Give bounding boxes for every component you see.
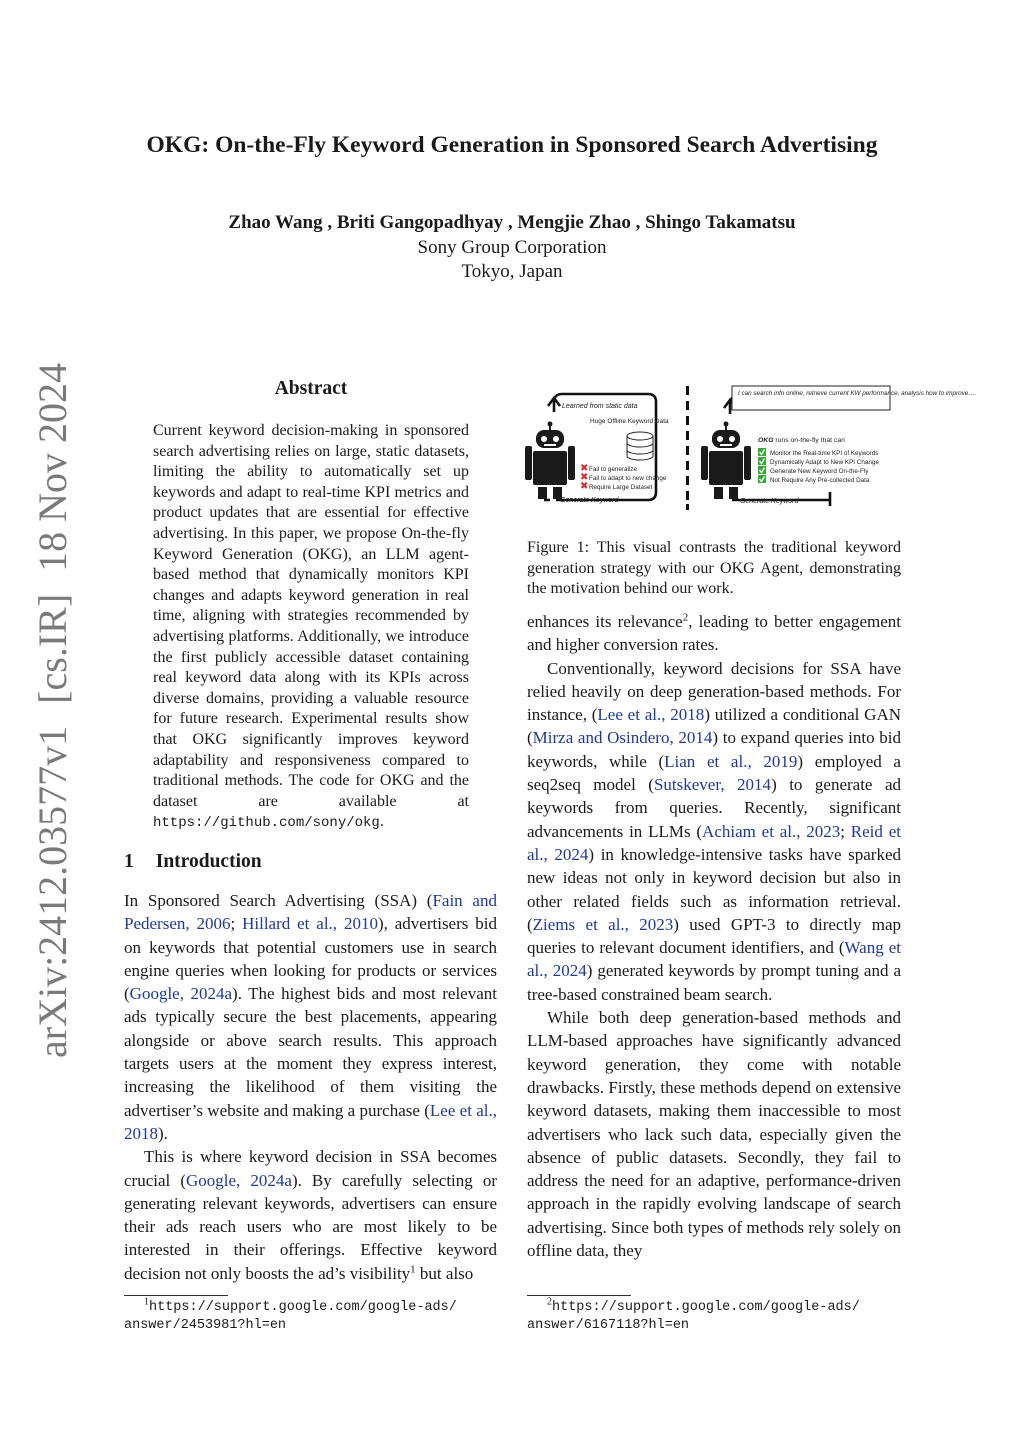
citation-link[interactable]: Sutskever, 2014 — [653, 775, 772, 795]
abstract-body: Current keyword decision-making in sponsored search advertising relies on large, static datasets, limiting the ability to automatically set up keywords and adapt to real-time KPI metrics and product updates that are essential for effective advertising. In this paper, we propose On-the-fly Keyword Generation (OKG), an LLM agent-based method that dynamically monitors KPI changes and adapts keyword generation in real time, aligning with strategies recommended by advertising platforms. Additionally, we introduce the first publicly accessible dataset containing real keyword data along with its KPIs across diverse domains, providing a valuable resource for future research. Experimental results show that OKG significantly improves keyword adaptability and responsiveness compared to traditional methods. The code for OKG and the dataset are available at https://github.com/sony/okg. — [153, 422, 469, 832]
affiliation: Sony Group Corporation — [417, 237, 607, 258]
footnote-rule — [527, 1295, 631, 1296]
right-column-text — [527, 610, 901, 1262]
svg-text:Require Large Dataset: Require Large Dataset — [589, 484, 653, 491]
database-icon — [627, 432, 653, 460]
abstract-text: Current keyword decision-making in sponsored search advertising relies on large, static datasets, limiting the ability to automatically set up keywords and adapt to real-time KPI metrics and product updates that are essential for effective advertising. In this paper, we propose On-the-fly Keyword Generation (OKG), an LLM agent-based method that dynamically monitors KPI changes and adapts keyword generation in real time, aligning with strategies recommended by advertising platforms. Additionally, we introduce the first publicly accessible dataset containing real keyword data along with its KPIs across diverse domains, providing a valuable resource for future research. Experimental results show that OKG significantly improves keyword adaptability and responsiveness compared to traditional methods. The code for OKG and the dataset are available at — [153, 422, 469, 810]
location: Tokyo, Japan — [461, 261, 563, 282]
paragraph: enhances its relevance$^2$, leading to better engagement and higher conversion rates. — [527, 611, 901, 655]
footnote-url[interactable]: https://support.google.com/google-ads/ — [552, 1300, 860, 1315]
svg-text:OKG runs on-the-fly that can: OKG runs on-the-fly that can — [758, 437, 845, 444]
citation-link[interactable]: Ziems et al., 2023 — [532, 914, 674, 934]
paragraph: In Sponsored Search Advertising (SSA) (Fain and Pedersen, 2006; Hillard et al., 2010), advertisers bid on keywords that potential customers use in search engine queries when looking for products or services (Google, 2024a). The highest bids and most relevant ads typically secure the best placements, appearing alongside or above search results. This approach targets users at the moment they express interest, increasing the likelihood of them visiting the advertiser’s website and making a purchase (Lee et al., 2018). — [124, 891, 498, 1143]
citation-link[interactable]: Lian et al., 2019 — [664, 751, 798, 771]
svg-text:Not Require Any Pre-collected: Not Require Any Pre-collected Data — [770, 477, 870, 484]
citation-link[interactable]: Google, 2024a — [129, 984, 233, 1004]
footnote-2: $^2$https://support.google.com/google-ads/ answer/6167118?hl=en — [527, 1296, 860, 1333]
citation-link[interactable]: Hillard et al., 2010 — [242, 914, 378, 934]
author-list: Zhao Wang , Briti Gangopadhyay , Mengjie Zhao , Shingo Takamatsu — [228, 212, 796, 233]
left-column-text — [124, 889, 497, 1285]
svg-text:Huge Offline Keyword Data: Huge Offline Keyword Data — [590, 418, 669, 425]
citation-link[interactable]: Mirza and Osindero, 2014 — [532, 728, 713, 748]
footnote-url[interactable]: answer/6167118?hl=en — [527, 1318, 690, 1333]
footnote-mark[interactable]: 1 — [410, 1263, 416, 1276]
speech-bubble-text: I can search info online, retrieve current KW performance, analysis how to improve…. — [738, 390, 977, 397]
arxiv-id: arXiv:2412.03577v1 — [29, 725, 75, 1058]
footnote-url[interactable]: https://support.google.com/google-ads/ — [149, 1300, 457, 1315]
svg-text:✖: ✖ — [580, 481, 589, 492]
footnote-rule — [124, 1295, 228, 1296]
svg-text:Learned from static data: Learned from static data — [562, 403, 638, 410]
svg-text:Generate Keyword: Generate Keyword — [560, 497, 619, 504]
section-title: Introduction — [155, 851, 262, 872]
svg-text:Generate Keyword: Generate Keyword — [740, 498, 799, 505]
svg-text:Monitor the Real-time KPI of K: Monitor the Real-time KPI of Keywords — [770, 450, 879, 457]
figure-1 — [520, 384, 977, 514]
citation-link[interactable]: Lee et al., 2018 — [124, 1100, 498, 1143]
citation-link[interactable]: Google, 2024a — [186, 1170, 292, 1190]
citation-link[interactable]: Wang et al., 2024 — [527, 938, 902, 981]
robot-icon — [525, 422, 575, 500]
code-link[interactable]: https://github.com/sony/okg — [153, 815, 380, 832]
robot-icon — [701, 422, 751, 500]
svg-text:I can search info online, retr — [738, 390, 976, 397]
arxiv-sidebar — [26, 362, 78, 1058]
svg-text:✖: ✖ — [580, 472, 589, 483]
section-number: 1 — [124, 851, 134, 872]
paper-title: OKG: On-the-Fly Keyword Generation in Sponsored Search Advertising — [146, 132, 878, 158]
svg-text:Dynamically Adapt to New KPI C: Dynamically Adapt to New KPI Change — [770, 459, 879, 466]
svg-text:✖: ✖ — [580, 463, 589, 474]
arxiv-date: 18 Nov 2024 — [29, 362, 75, 572]
abstract-heading: Abstract — [274, 378, 348, 399]
footnote-mark[interactable]: 2 — [682, 611, 689, 624]
footnote-1: $^1$https://support.google.com/google-ads/ answer/2453981?hl=en — [124, 1296, 457, 1333]
arxiv-category: [cs.IR] — [29, 593, 75, 704]
citation-link[interactable]: Lee et al., 2018 — [597, 705, 705, 725]
svg-text:Generate New Keyword On-the-Fl: Generate New Keyword On-the-Fly — [770, 468, 869, 475]
paragraph: While both deep generation-based methods and LLM-based approaches have significantly advanced keyword generation, they come with notable drawbacks. Firstly, these methods depend on extensive keyword datasets, making them inaccessible to most advertisers who lack such data, especially given the absence of public datasets. Secondly, they fail to address the need for an adaptive, performance-driven approach in the rapidly evolving landscape of search advertising. Since both types of methods rely solely on offline data, they — [527, 1008, 901, 1261]
footnote-url[interactable]: answer/2453981?hl=en — [124, 1318, 287, 1333]
citation-link[interactable]: Achiam et al., 2023 — [702, 821, 841, 841]
citation-link[interactable]: Reid et al., 2024 — [527, 821, 901, 864]
svg-text:Fail to adapt to new change: Fail to adapt to new change — [589, 475, 667, 482]
paragraph: Conventionally, keyword decisions for SSA have relied heavily on deep generation-based methods. For instance, (Lee et al., 2018) utilized a conditional GAN (Mirza and Osindero, 2014) to expand queries into bid keywords, while (Lian et al., 2019) employed a seq2seq model (Sutskever, 2014) to generate ad keywords from queries. Recently, significant advancements in LLMs (Achiam et al., 2023; Reid et al., 2024) in knowledge-intensive tasks have sparked new ideas not only in keyword decision but also in other related fields such as information retrieval. (Ziems et al., 2023) used GPT-3 to directly map queries to relevant document identifiers, and (Wang et al., 2024) generated keywords by prompt tuning and a tree-based constrained beam search. — [527, 658, 902, 1004]
citation-link[interactable]: Fain and Pedersen, 2006 — [124, 891, 497, 934]
figure-caption: Figure 1: This visual contrasts the traditional keyword generation strategy with our OKG Agent, demonstrating the motivation behind our work. — [527, 539, 901, 597]
svg-text:Fail to generalize: Fail to generalize — [589, 466, 637, 473]
paragraph: This is where keyword decision in SSA becomes crucial (Google, 2024a). By carefully selecting or generating relevant keywords, advertisers can ensure their ads reach users who are most likely to be interested in their offerings. Effective keyword decision not only boosts the ad’s visibility$^1$ but also — [124, 1147, 498, 1283]
section-heading-introduction — [124, 851, 262, 873]
